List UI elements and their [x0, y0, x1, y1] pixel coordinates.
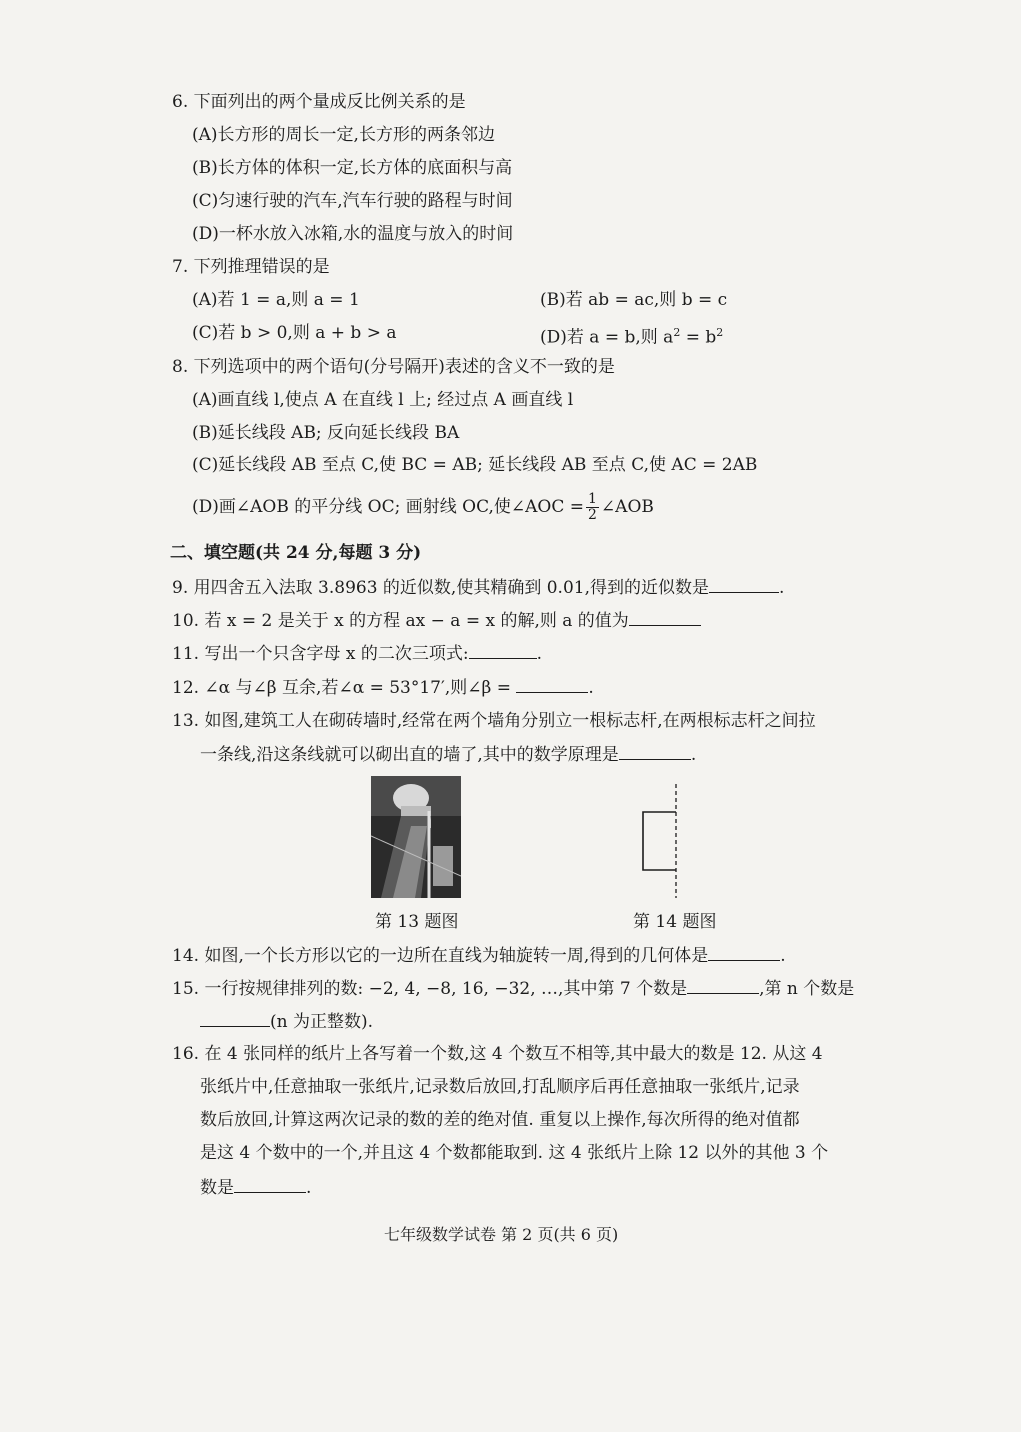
q13-text: 一条线,沿这条线就可以砌出直的墙了,其中的数学原理是 [200, 745, 619, 765]
q13-line1: 13. 如图,建筑工人在砌砖墙时,经常在两个墙角分别立一根标志杆,在两根标志杆之间拉 [172, 711, 816, 731]
q13-line2 [200, 742, 696, 767]
q15-answer-blank-1[interactable] [687, 976, 759, 994]
q6-option-a: (A)长方形的周长一定,长方形的两条邻边 [192, 125, 495, 145]
q16-line2: 张纸片中,任意抽取一张纸片,记录数后放回,打乱顺序后再任意抽取一张纸片,记录 [200, 1077, 800, 1097]
brick-wall-photo [371, 776, 461, 898]
q9-period: . [778, 578, 785, 598]
q16-line5 [200, 1175, 311, 1200]
fraction-denominator: 2 [588, 507, 597, 523]
q14-period: . [780, 946, 786, 966]
fraction-numerator: 1 [588, 491, 597, 507]
q9-answer-blank[interactable] [709, 575, 779, 593]
q15-text-b: ,第 n 个数是 [759, 979, 855, 999]
q11-text: 11. 写出一个只含字母 x 的二次三项式: [172, 644, 469, 664]
q6-option-d: (D)一杯水放入冰箱,水的温度与放入的时间 [192, 224, 514, 244]
q7-d-text: (D)若 a = b,则 a [540, 327, 674, 348]
q6-option-b: (B)长方体的体积一定,长方体的底面积与高 [192, 158, 513, 178]
rectangle-rotation-figure [630, 782, 690, 900]
q7-option-d [540, 321, 723, 350]
q8-stem: 8. 下列选项中的两个语句(分号隔开)表述的含义不一致的是 [172, 357, 615, 377]
q15-line1 [172, 976, 854, 1001]
q11-answer-blank[interactable] [469, 641, 537, 659]
q7-d-mid: = b [680, 327, 717, 348]
q7-option-b: (B)若 ab = ac,则 b = c [540, 290, 728, 310]
q6-stem: 6. 下面列出的两个量成反比例关系的是 [172, 92, 466, 112]
q14-text: 14. 如图,一个长方形以它的一边所在直线为轴旋转一周,得到的几何体是 [172, 946, 709, 966]
q10-answer-blank[interactable] [629, 608, 701, 626]
q6-option-c: (C)匀速行驶的汽车,汽车行驶的路程与时间 [192, 191, 513, 211]
q8-option-a: (A)画直线 l,使点 A 在直线 l 上; 经过点 A 画直线 l [192, 390, 574, 410]
q15-line2 [200, 1009, 373, 1034]
q13-period: . [690, 745, 697, 765]
fraction-one-half [586, 492, 599, 523]
q16-line1: 16. 在 4 张同样的纸片上各写着一个数,这 4 个数互不相等,其中最大的数是 12. 从这 4 [172, 1044, 823, 1064]
fig13-caption: 第 13 题图 [375, 912, 459, 932]
q8-d-text: (D)画∠AOB 的平分线 OC; 画射线 OC,使∠AOC = [192, 497, 584, 517]
q12 [172, 675, 594, 700]
q7-stem: 7. 下列推理错误的是 [172, 257, 330, 277]
q11 [172, 641, 542, 666]
q15-text-c: (n 为正整数). [270, 1012, 374, 1032]
q12-period: . [588, 678, 594, 698]
q9-text: 9. 用四舍五入法取 3.8963 的近似数,使其精确到 0.01,得到的近似数是 [172, 578, 709, 598]
q14-answer-blank[interactable] [708, 943, 780, 961]
section-heading: 二、填空题(共 24 分,每题 3 分) [170, 543, 422, 563]
q16-line3: 数后放回,计算这两次记录的数的差的绝对值. 重复以上操作,每次所得的绝对值都 [200, 1110, 800, 1130]
q7-option-a: (A)若 1 = a,则 a = 1 [192, 290, 360, 310]
q16-answer-blank[interactable] [234, 1175, 306, 1193]
q7-option-c: (C)若 b > 0,则 a + b > a [192, 323, 397, 343]
q16-period: . [306, 1178, 312, 1198]
q9 [172, 575, 784, 600]
q16-text: 数是 [200, 1178, 234, 1198]
q14 [172, 943, 786, 968]
q15-text-a: 15. 一行按规律排列的数: −2, 4, −8, 16, −32, …,其中第 7 个数是 [172, 979, 688, 999]
brick-wall-photo-image [371, 776, 461, 898]
fig14-caption: 第 14 题图 [633, 912, 717, 932]
q15-answer-blank-2[interactable] [200, 1009, 270, 1027]
q10 [172, 608, 701, 633]
q13-answer-blank[interactable] [619, 742, 691, 760]
q10-text: 10. 若 x = 2 是关于 x 的方程 ax − a = x 的解,则 a 的值为 [172, 611, 629, 631]
q12-text: 12. ∠α 与∠β 互余,若∠α = 53°17′,则∠β = [172, 678, 511, 698]
q12-answer-blank[interactable] [516, 675, 588, 693]
q7-d-exp2: 2 [716, 326, 724, 339]
q8-option-b: (B)延长线段 AB; 反向延长线段 BA [192, 423, 460, 443]
q16-line4: 是这 4 个数中的一个,并且这 4 个数都能取到. 这 4 张纸片上除 12 以外的其他 3 个 [200, 1143, 829, 1163]
q11-period: . [536, 644, 542, 664]
q8-option-c: (C)延长线段 AB 至点 C,使 BC = AB; 延长线段 AB 至点 C,使 AC = 2AB [192, 455, 758, 475]
page-footer: 七年级数学试卷 第 2 页(共 6 页) [384, 1225, 619, 1244]
q8-option-d [192, 490, 654, 524]
q8-d-suffix: ∠AOB [600, 497, 654, 517]
q7-d-exp1: 2 [673, 326, 681, 339]
